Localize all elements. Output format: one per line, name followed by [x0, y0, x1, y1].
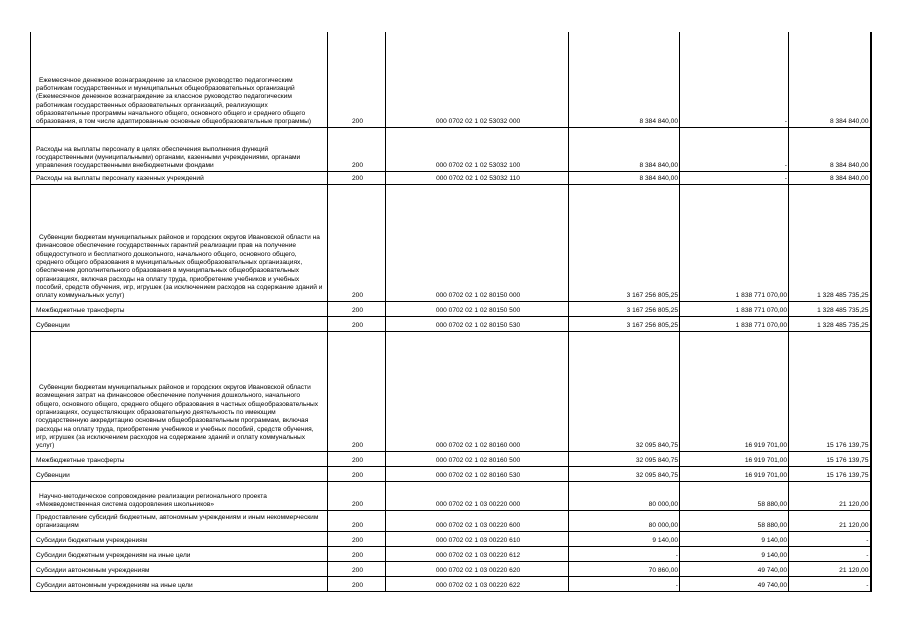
unexecuted-amount: 8 384 840,00	[789, 127, 871, 171]
line-code: 200	[328, 481, 386, 510]
budget-classification-code: 000 0702 02 1 03 00220 622	[386, 576, 569, 591]
executed-amount: 49 740,00	[680, 576, 789, 591]
table-row	[31, 561, 871, 576]
approved-amount: 32 095 840,75	[569, 331, 680, 451]
budget-classification-code: 000 0702 02 1 03 00220 600	[386, 510, 569, 531]
approved-amount: 80 000,00	[569, 481, 680, 510]
table-row	[31, 466, 871, 481]
unexecuted-amount: 15 176 139,75	[789, 451, 871, 466]
unexecuted-amount: 8 384 840,00	[789, 32, 871, 127]
budget-classification-code: 000 0702 02 1 02 80150 530	[386, 316, 569, 331]
table-row	[31, 184, 871, 301]
approved-amount: 32 095 840,75	[569, 451, 680, 466]
expense-name: Субсидии бюджетным учреждениям	[31, 531, 328, 546]
budget-classification-code: 000 0702 02 1 03 00220 612	[386, 546, 569, 561]
approved-amount: 3 167 256 805,25	[569, 316, 680, 331]
budget-classification-code: 000 0702 02 1 02 53032 100	[386, 127, 569, 171]
unexecuted-amount: -	[789, 531, 871, 546]
unexecuted-amount: -	[789, 576, 871, 591]
unexecuted-amount: 21 120,00	[789, 510, 871, 531]
approved-amount: 70 860,00	[569, 561, 680, 576]
approved-amount: 3 167 256 805,25	[569, 301, 680, 316]
line-code: 200	[328, 127, 386, 171]
unexecuted-amount: 21 120,00	[789, 561, 871, 576]
budget-classification-code: 000 0702 02 1 02 80150 500	[386, 301, 569, 316]
executed-amount: 58 880,00	[680, 481, 789, 510]
table-row	[31, 301, 871, 316]
approved-amount: 3 167 256 805,25	[569, 184, 680, 301]
executed-amount: 49 740,00	[680, 561, 789, 576]
table-row	[31, 531, 871, 546]
budget-execution-table	[30, 32, 872, 592]
executed-amount: -	[680, 32, 789, 127]
line-code: 200	[328, 316, 386, 331]
approved-amount: 8 384 840,00	[569, 32, 680, 127]
approved-amount: 32 095 840,75	[569, 466, 680, 481]
expense-name: Расходы на выплаты персоналу в целях обеспечения выполнения функций государственными (муниципальными) органами, казенными учреждениями, органами управления государственными внебюджетными фондами	[31, 127, 328, 171]
unexecuted-amount: 15 176 139,75	[789, 466, 871, 481]
expense-name: Субвенции бюджетам муниципальных районов и городских округов Ивановской области на финансовое обеспечение государственных гарантий реализации прав на получение общедоступного и бесплатного дошкольного, начального общего, основного общего, среднего общего образования в муниципальных общеобразовательных организациях, обеспечение дополнительного образования в муниципальных общеобразовательных организациях, включая расходы на оплату труда, приобретение учебников и учебных пособий, средств обучения, игр, игрушек (за исключением расходов на содержание зданий и оплату коммунальных услуг)	[31, 184, 328, 301]
budget-classification-code: 000 0702 02 1 02 80150 000	[386, 184, 569, 301]
executed-amount: -	[680, 127, 789, 171]
line-code: 200	[328, 331, 386, 451]
table-row	[31, 546, 871, 561]
table-row	[31, 451, 871, 466]
expense-name: Субсидии автономным учреждениям	[31, 561, 328, 576]
approved-amount: 80 000,00	[569, 510, 680, 531]
budget-classification-code: 000 0702 02 1 02 80160 500	[386, 451, 569, 466]
expense-name: Субсидии бюджетным учреждениям на иные цели	[31, 546, 328, 561]
line-code: 200	[328, 32, 386, 127]
table-row	[31, 576, 871, 591]
line-code: 200	[328, 184, 386, 301]
line-code: 200	[328, 451, 386, 466]
expense-name: Межбюджетные трансферты	[31, 451, 328, 466]
unexecuted-amount: 1 328 485 735,25	[789, 316, 871, 331]
unexecuted-amount: 1 328 485 735,25	[789, 184, 871, 301]
line-code: 200	[328, 466, 386, 481]
executed-amount: 9 140,00	[680, 546, 789, 561]
expense-name: Предоставление субсидий бюджетным, автономным учреждениям и иным некоммерческим организациям	[31, 510, 328, 531]
executed-amount: 16 919 701,00	[680, 451, 789, 466]
budget-classification-code: 000 0702 02 1 02 53032 000	[386, 32, 569, 127]
unexecuted-amount: 8 384 840,00	[789, 171, 871, 184]
budget-classification-code: 000 0702 02 1 03 00220 620	[386, 561, 569, 576]
expense-name: Субвенции	[31, 316, 328, 331]
budget-classification-code: 000 0702 02 1 03 00220 000	[386, 481, 569, 510]
unexecuted-amount: 21 120,00	[789, 481, 871, 510]
expense-name: Субсидии автономным учреждениям на иные цели	[31, 576, 328, 591]
table-row	[31, 510, 871, 531]
expense-name: Субвенции	[31, 466, 328, 481]
approved-amount: -	[569, 546, 680, 561]
unexecuted-amount: -	[789, 546, 871, 561]
expense-name: Ежемесячное денежное вознаграждение за классное руководство педагогическим работникам государственных и муниципальных общеобразовательных организаций (Ежемесячное денежное вознаграждение за классное руководство педагогическим работникам государственных образовательных организаций, реализующих образовательные программы начального общего, основного общего и среднего общего образования, в том числе адаптированные основные общеобразовательные программы)	[31, 32, 328, 127]
table-row	[31, 481, 871, 510]
approved-amount: -	[569, 576, 680, 591]
line-code: 200	[328, 576, 386, 591]
line-code: 200	[328, 301, 386, 316]
budget-classification-code: 000 0702 02 1 03 00220 610	[386, 531, 569, 546]
approved-amount: 8 384 840,00	[569, 127, 680, 171]
expense-name: Межбюджетные трансферты	[31, 301, 328, 316]
executed-amount: 9 140,00	[680, 531, 789, 546]
executed-amount: 1 838 771 070,00	[680, 184, 789, 301]
expense-name: Научно-методическое сопровождение реализации регионального проекта «Межведомственная система оздоровления школьников»	[31, 481, 328, 510]
approved-amount: 8 384 840,00	[569, 171, 680, 184]
line-code: 200	[328, 531, 386, 546]
budget-classification-code: 000 0702 02 1 02 80160 530	[386, 466, 569, 481]
expense-name: Субвенции бюджетам муниципальных районов и городских округов Ивановской области возмещения затрат на финансовое обеспечение получения дошкольного, начального общего, основного общего, среднего общего образования в частных общеобразовательных организациях, осуществляющих образовательную деятельность по имеющим государственную аккредитацию основным общеобразовательным программам, включая расходы на оплату труда, приобретение учебников и учебных пособий, средств обучения, игр, игрушек (за исключением расходов на содержание зданий и оплату коммунальных услуг)	[31, 331, 328, 451]
table-row	[31, 331, 871, 451]
line-code: 200	[328, 510, 386, 531]
budget-classification-code: 000 0702 02 1 02 80160 000	[386, 331, 569, 451]
table-row	[31, 316, 871, 331]
executed-amount: 16 919 701,00	[680, 466, 789, 481]
budget-report-page	[30, 32, 870, 592]
executed-amount: 58 880,00	[680, 510, 789, 531]
expense-name: Расходы на выплаты персоналу казенных учреждений	[31, 171, 328, 184]
table-row	[31, 171, 871, 184]
line-code: 200	[328, 561, 386, 576]
table-row	[31, 32, 871, 127]
budget-classification-code: 000 0702 02 1 02 53032 110	[386, 171, 569, 184]
executed-amount: 1 838 771 070,00	[680, 316, 789, 331]
approved-amount: 9 140,00	[569, 531, 680, 546]
executed-amount: 16 919 701,00	[680, 331, 789, 451]
table-row	[31, 127, 871, 171]
unexecuted-amount: 1 328 485 735,25	[789, 301, 871, 316]
executed-amount: -	[680, 171, 789, 184]
line-code: 200	[328, 546, 386, 561]
executed-amount: 1 838 771 070,00	[680, 301, 789, 316]
unexecuted-amount: 15 176 139,75	[789, 331, 871, 451]
line-code: 200	[328, 171, 386, 184]
